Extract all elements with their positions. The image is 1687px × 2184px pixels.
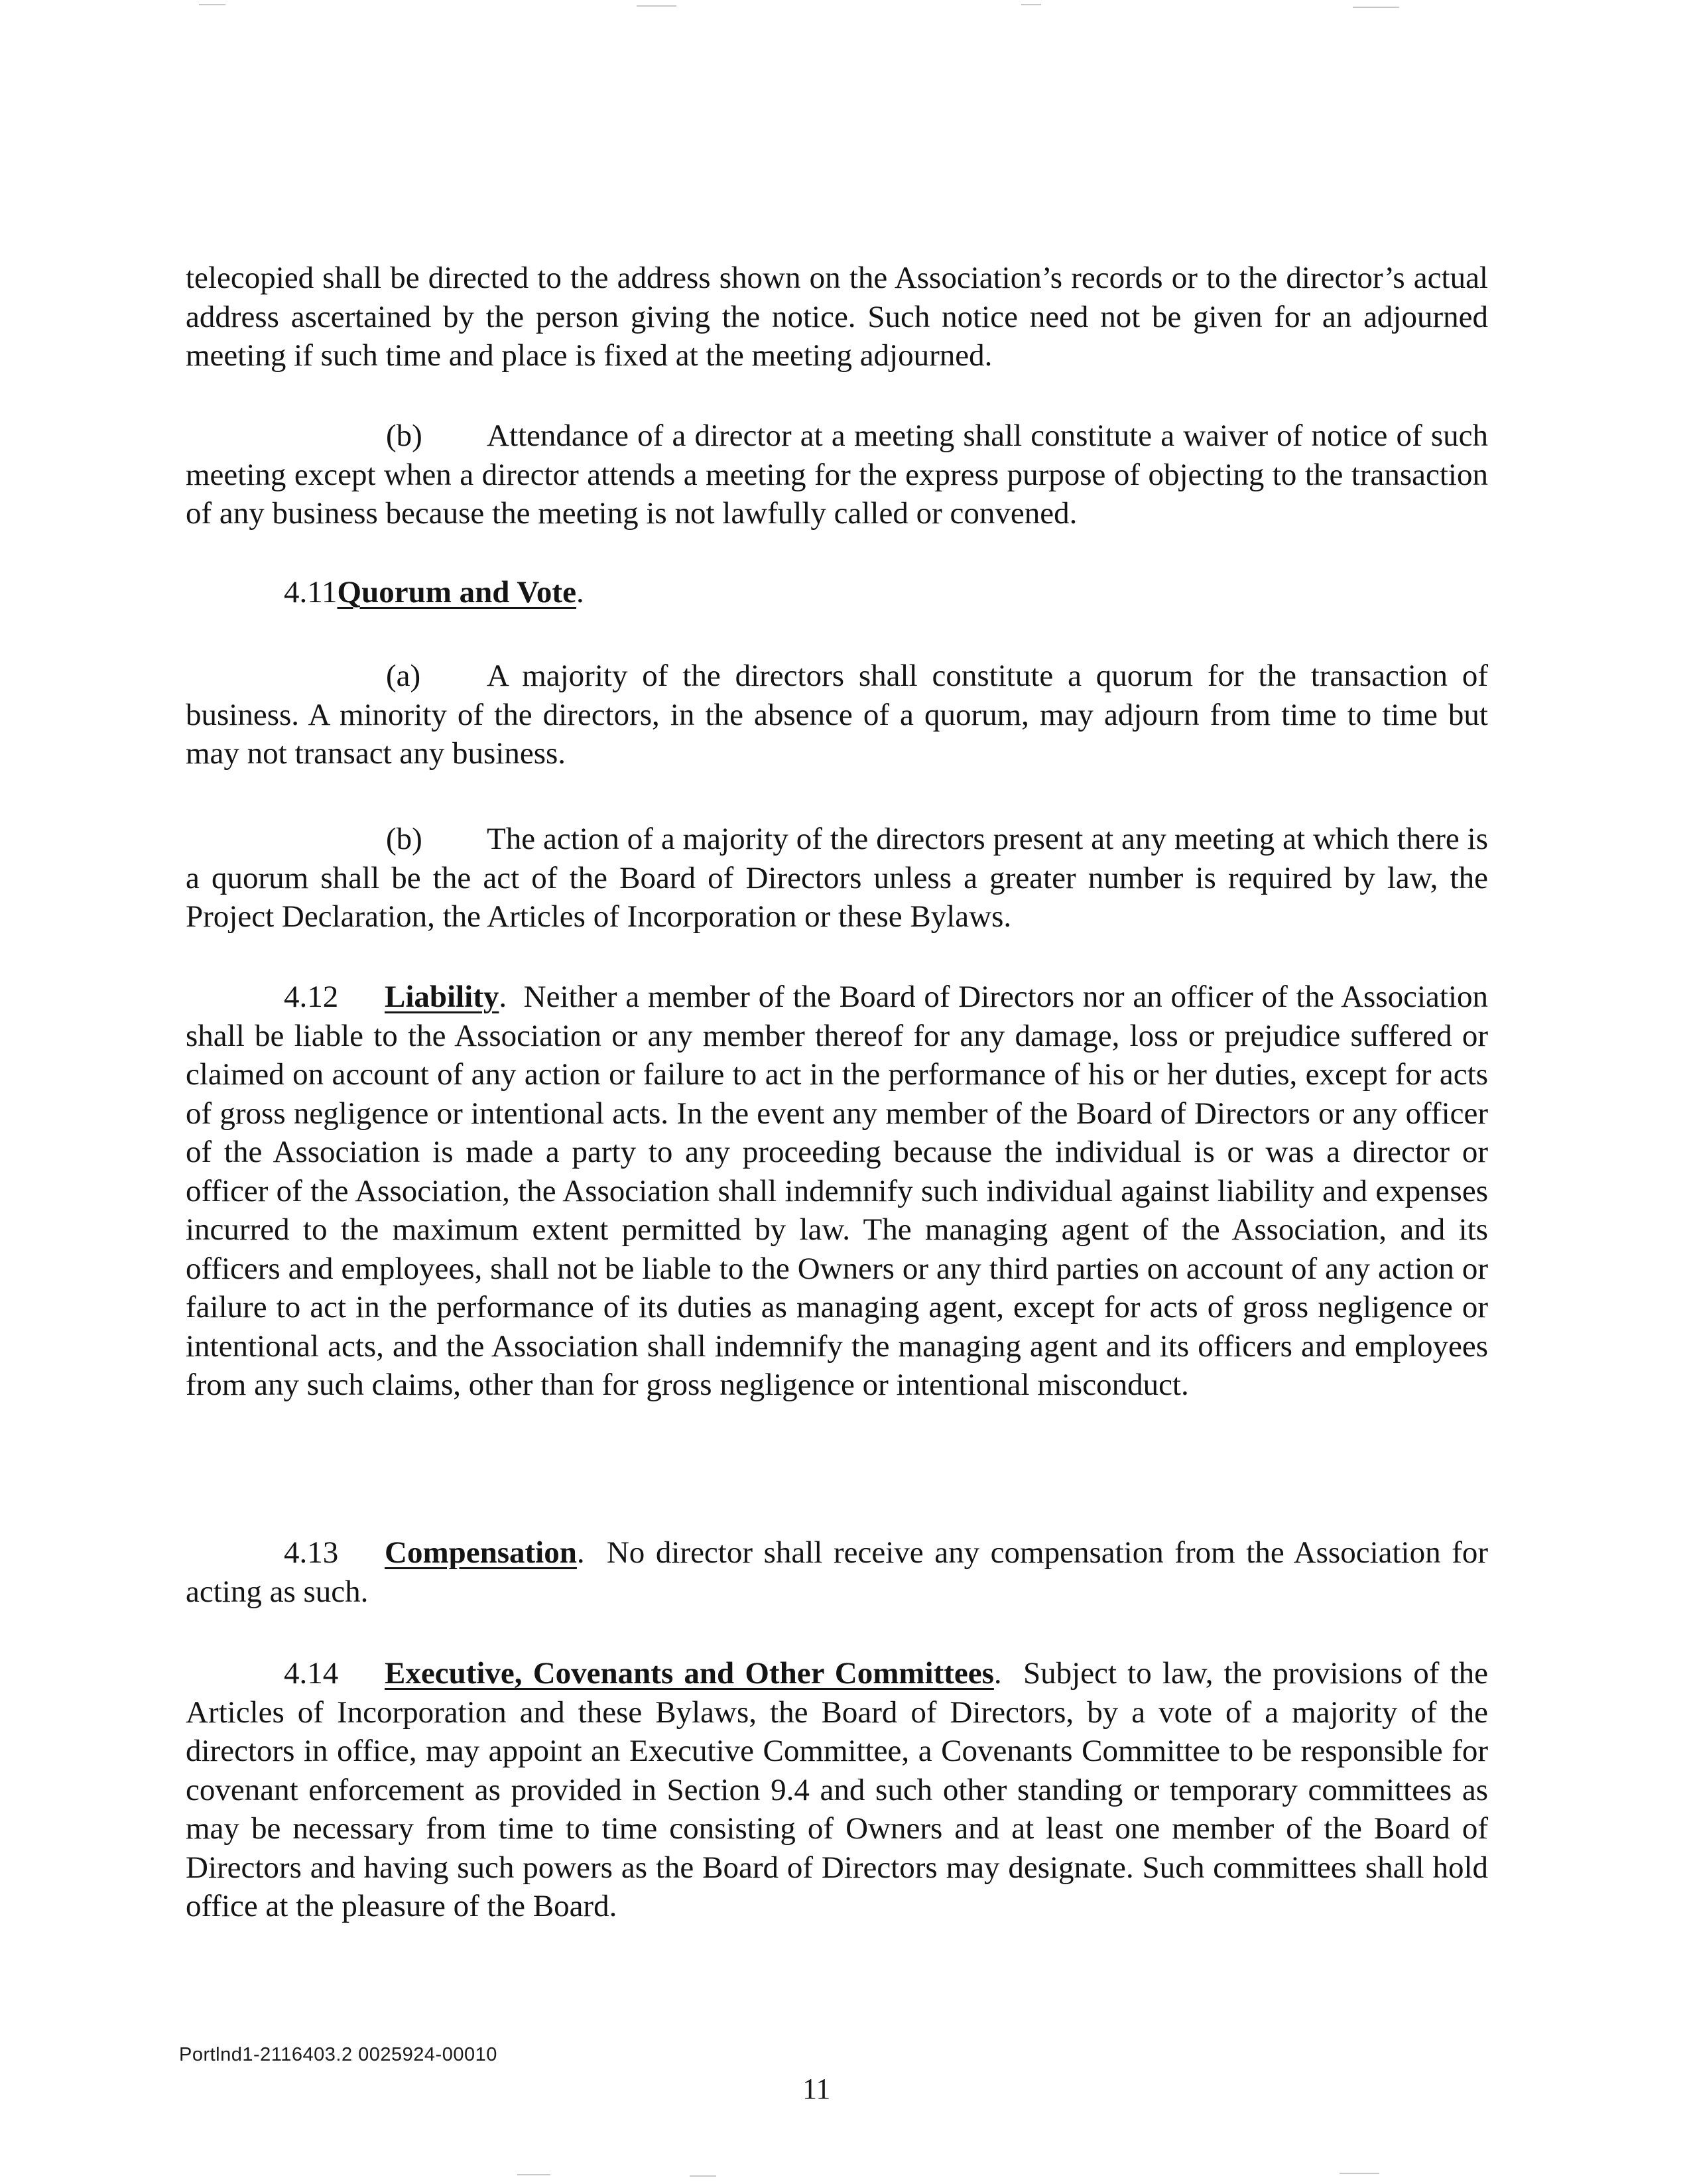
scan-artifact [637, 5, 676, 7]
clause-label: (b) [386, 822, 422, 856]
scan-artifact [1340, 2173, 1379, 2174]
paragraph-notice-continuation: telecopied shall be directed to the address shown on the Association’s records or to the director’s actual address ascertained by the person giving the notice. Such notice need not be given for an adjourned meeting if such time and place is fixed at the meeting adjourned. [186, 261, 1488, 373]
section-number: 4.11 [284, 575, 338, 610]
clause-text: The action of a majority of the directors present at any meeting at which there is a quorum shall be the act of the Board of Directors unless a greater number is required by law, the Project Declaration, the Articles of Incorporation or these Bylaws. [186, 822, 1488, 934]
scan-artifact [517, 2174, 550, 2175]
scan-artifact [1353, 7, 1399, 8]
section-4-12-liability: 4.12 Liability. Neither a member of the Board of Directors nor an officer of the Association shall be liable to the Association or any member thereof for any damage, loss or prejudice suffered or claimed on account of any action or failure to act in the performance of his or her duties, except for acts of gross negligence or intentional acts. In the event any member of the Board of Directors or any officer of the Association is made a party to any proceeding because the individual is or was a director or officer of the Association, the Association shall indemnify such individual against liability and expenses incurred to the maximum extent permitted by law. The managing agent of the Association, and its officers and employees, shall not be liable to the Owners or any third parties on account of any action or failure to act in the performance of its duties as managing agent, except for acts of gross negligence or intentional acts, and the Association shall indemnify the managing agent and its officers and employees from any such claims, other than for gross negligence or intentional misconduct. [186, 978, 1488, 1405]
section-4-14-committees: 4.14 Executive, Covenants and Other Committees. Subject to law, the provisions of the Articles of Incorporation and these Bylaws, the Board of Directors, by a vote of a majority of the directors in office, may appoint an Executive Committee, a Covenants Committee to be responsible for covenant enforcement as provided in Section 9.4 and such other standing or temporary committees as may be necessary from time to time consisting of Owners and at least one member of the Board of Directors and having such powers as the Board of Directors may designate. Such committees shall hold office at the pleasure of the Board. [186, 1654, 1488, 1926]
section-title: Executive, Covenants and Other Committees [385, 1656, 994, 1691]
clause-label: (a) [386, 659, 421, 693]
paragraph-4-10-b [186, 417, 1488, 533]
paragraph-4-11-b [186, 820, 1488, 936]
section-text: Neither a member of the Board of Directors nor an officer of the Association shall be liable to the Association or any member thereof for any damage, loss or prejudice suffered or claimed on account of any action or failure to act in the performance of his or her duties, except for acts of gross negligence or intentional acts. In the event any member of the Board of Directors or any officer of the Association is made a party to any proceeding because the individual is or was a director or officer of the Association, the Association shall indemnify such individual against liability and expenses incurred to the maximum extent permitted by law. The managing agent of the Association, and its officers and employees, shall not be liable to the Owners or any third parties on account of any action or failure to act in the performance of its duties as managing agent, except for acts of gross negligence or intentional acts, and the Association shall indemnify the managing agent and its officers and employees from any such claims, other than for gross negligence or intentional misconduct. [186, 980, 1489, 1402]
section-number: 4.14 [284, 1656, 339, 1691]
document-id-footer: Portlnd1-2116403.2 0025924-00010 [179, 2044, 497, 2065]
section-title: Compensation [385, 1535, 577, 1570]
page-number: 11 [802, 2073, 831, 2105]
section-text: No director shall receive any compensation from the Association for acting as such. [186, 1535, 1489, 1609]
clause-text: Attendance of a director at a meeting shall constitute a waiver of notice of such meeting except when a director attends a meeting for the express purpose of objecting to the transaction of any business because the meeting is not lawfully called or convened. [186, 418, 1488, 531]
scan-artifact [199, 4, 225, 5]
section-4-13-compensation: 4.13 Compensation. No director shall receive any compensation from the Association for acting as such. [186, 1533, 1488, 1611]
section-title: Liability [385, 980, 499, 1014]
clause-text: A majority of the directors shall constitute a quorum for the transaction of business. A minority of the directors, in the absence of a quorum, may adjourn from time to time but may not transact any business. [186, 659, 1488, 771]
section-number: 4.13 [284, 1535, 339, 1570]
section-number: 4.12 [284, 980, 339, 1014]
scan-artifact [690, 2175, 716, 2177]
section-title: Quorum and Vote [337, 575, 576, 610]
section-text: Subject to law, the provisions of the Articles of Incorporation and these Bylaws, the Board of Directors, by a vote of a majority of the directors in office, may appoint an Executive Committee, a Covenants Committee to be responsible for covenant enforcement as provided in Section 9.4 and such other standing or temporary committees as may be necessary from time to time consisting of Owners and at least one member of the Board of Directors and having such powers as the Board of Directors may designate. Such committees shall hold office at the pleasure of the Board. [186, 1656, 1489, 1923]
section-4-11-heading: 4.11Quorum and Vote. [284, 575, 584, 610]
paragraph-4-11-a [186, 657, 1488, 773]
clause-label: (b) [386, 418, 422, 453]
scan-artifact [1021, 4, 1041, 5]
